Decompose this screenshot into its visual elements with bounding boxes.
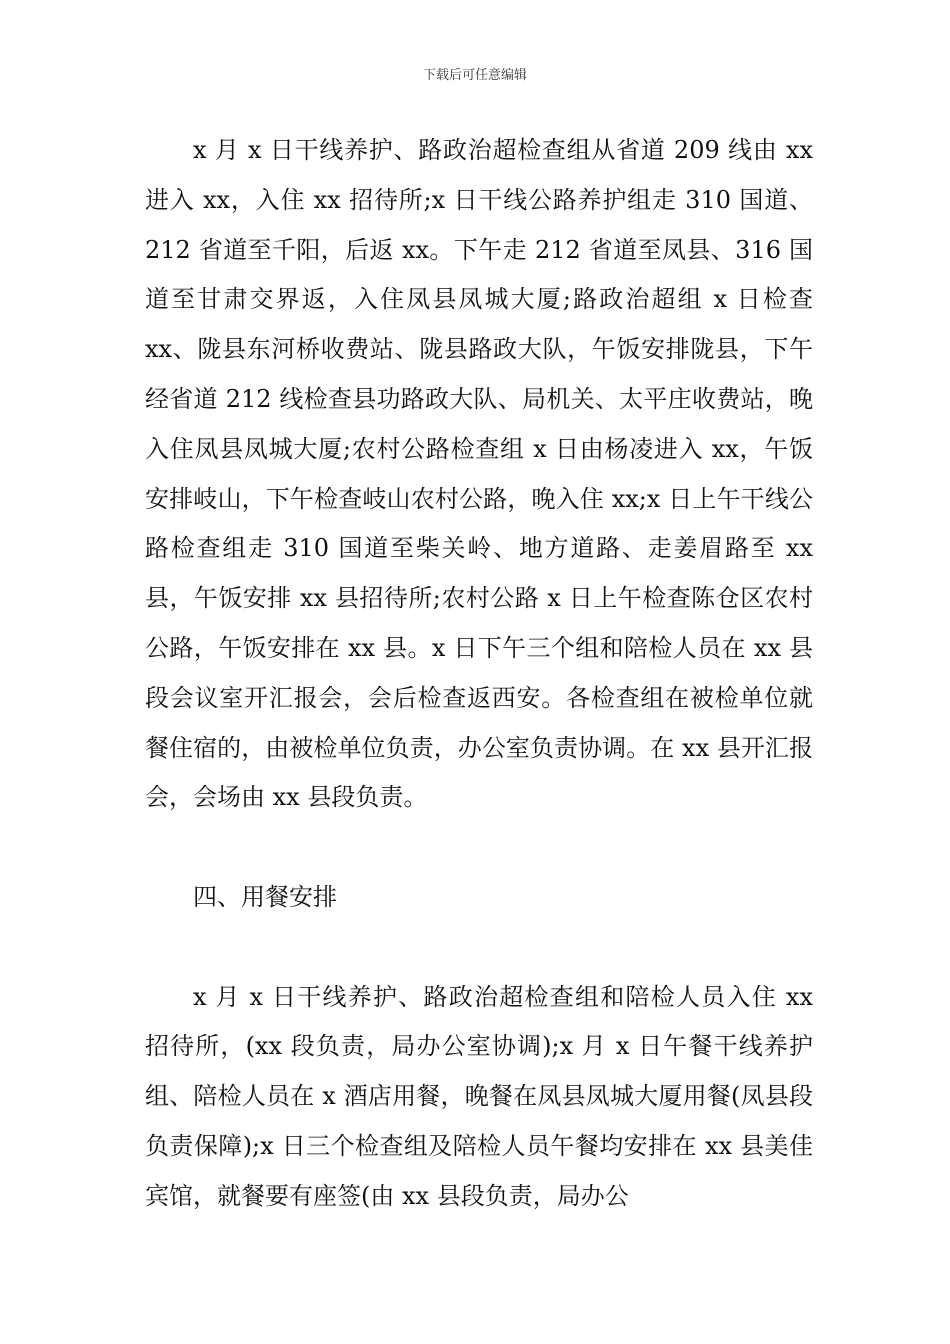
page-header: 下载后可任意编辑 [422,68,527,83]
section-heading-meals: 四、用餐安排 [193,882,337,911]
paragraph-meals: x 月 x 日干线养护、路政治超检查组和陪检人员入住 xx 招待所，(xx 段负责，局办公室协调);x 月 x 日午餐干线养护组、陪检人员在 x 酒店用餐，晚餐在凤县凤城大厦用餐(凤县段负责保障);x 日三个检查组及陪检人员午餐均安排在 xx 县美佳宾馆，就餐要有座签(由 xx 县段负责，局办公 [145,982,813,1210]
paragraph-itinerary: x 月 x 日干线养护、路政治超检查组从省道 209 线由 xx 进入 xx，入住 xx 招待所;x 日干线公路养护组走 310 国道、212 省道至千阳，后返 xx。下午走 212 省道至凤县、316 国道至甘肃交界返，入住凤县凤城大厦;路政治超组 x 日检查 xx、陇县东河桥收费站、陇县路政大队，午饭安排陇县，下午经省道 212 线检查县功路政大队、局机关、太平庄收费站，晚入住凤县凤城大厦;农村公路检查组 x 日由杨凌进入 xx，午饭安排岐山，下午检查岐山农村公路，晚入住 xx;x 日上午干线公路检查组走 310 国道至柴关岭、地方道路、走姜眉路至 xx 县，午饭安排 xx 县招待所;农村公路 x 日上午检查陈仓区农村公路，午饭安排在 xx 县。x 日下午三个组和陪检人员在 xx 县段会议室开汇报会，会后检查返西安。各检查组在被检单位就餐住宿的，由被检单位负责，办公室负责协调。在 xx 县开汇报会，会场由 xx 县段负责。 [145,136,813,812]
document-body [145,126,813,1222]
